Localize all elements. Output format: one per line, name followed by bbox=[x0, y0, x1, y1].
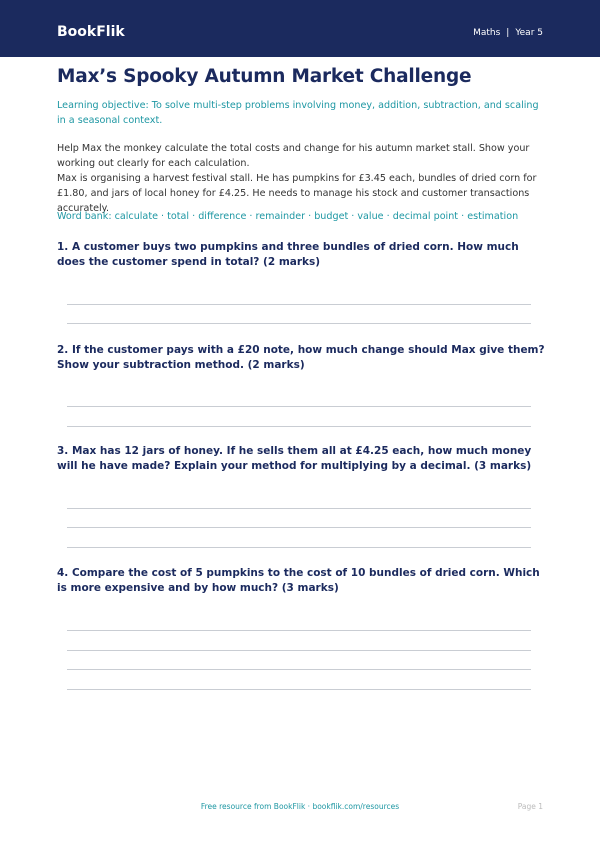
answer-line[interactable] bbox=[67, 669, 531, 670]
question-1: 1. A customer buys two pumpkins and three bundles of dried corn. How much does the customer spend in total? (2 marks) bbox=[57, 241, 519, 268]
question-2: 2. If the customer pays with a £20 note, how much change should Max give them? Show your subtraction method. (2 marks) bbox=[57, 344, 545, 371]
learning-objective: Learning objective: To solve multi-step problems involving money, addition, subtraction, and scaling in a seasonal context. bbox=[57, 100, 539, 126]
question-4: 4. Compare the cost of 5 pumpkins to the cost of 10 bundles of dried corn. Which is more expensive and by how much? (3 marks) bbox=[57, 567, 540, 594]
word-bank: Word bank: calculate · total · difference · remainder · budget · value · decimal point · estimation bbox=[57, 211, 519, 222]
year-label: Year 5 bbox=[515, 28, 543, 38]
answer-line[interactable] bbox=[67, 689, 531, 690]
scenario-paragraph: Max is organising a harvest festival stall. He has pumpkins for £3.45 each, bundles of dried corn for £1.80, and jars of local honey for £4.25. He needs to manage his stock and customer transactions accurately. bbox=[57, 173, 537, 214]
answer-line[interactable] bbox=[67, 323, 531, 324]
answer-line[interactable] bbox=[67, 426, 531, 427]
question-3: 3. Max has 12 jars of honey. If he sells them all at £4.25 each, how much money will he have made? Explain your method for multiplying by a decimal. (3 marks) bbox=[57, 445, 532, 472]
answer-line[interactable] bbox=[67, 508, 531, 509]
answer-line[interactable] bbox=[67, 547, 531, 548]
brand-logo: BookFlik bbox=[57, 24, 125, 40]
worksheet-title: Max’s Spooky Autumn Market Challenge bbox=[57, 66, 472, 87]
answer-line[interactable] bbox=[67, 650, 531, 651]
answer-line[interactable] bbox=[67, 630, 531, 631]
header-bar bbox=[0, 0, 600, 57]
intro-paragraph: Help Max the monkey calculate the total costs and change for his autumn market stall. Show your working out clearly for each calculation. bbox=[57, 143, 530, 169]
footer-credit: Free resource from BookFlik · bookflik.com/resources bbox=[200, 802, 400, 811]
meta-separator: | bbox=[506, 28, 510, 38]
subject-label: Maths bbox=[473, 28, 501, 38]
answer-line[interactable] bbox=[67, 527, 531, 528]
answer-line[interactable] bbox=[67, 406, 531, 407]
answer-line[interactable] bbox=[67, 304, 531, 305]
subject-year-label bbox=[473, 26, 543, 40]
page-number: Page 1 bbox=[517, 802, 543, 811]
